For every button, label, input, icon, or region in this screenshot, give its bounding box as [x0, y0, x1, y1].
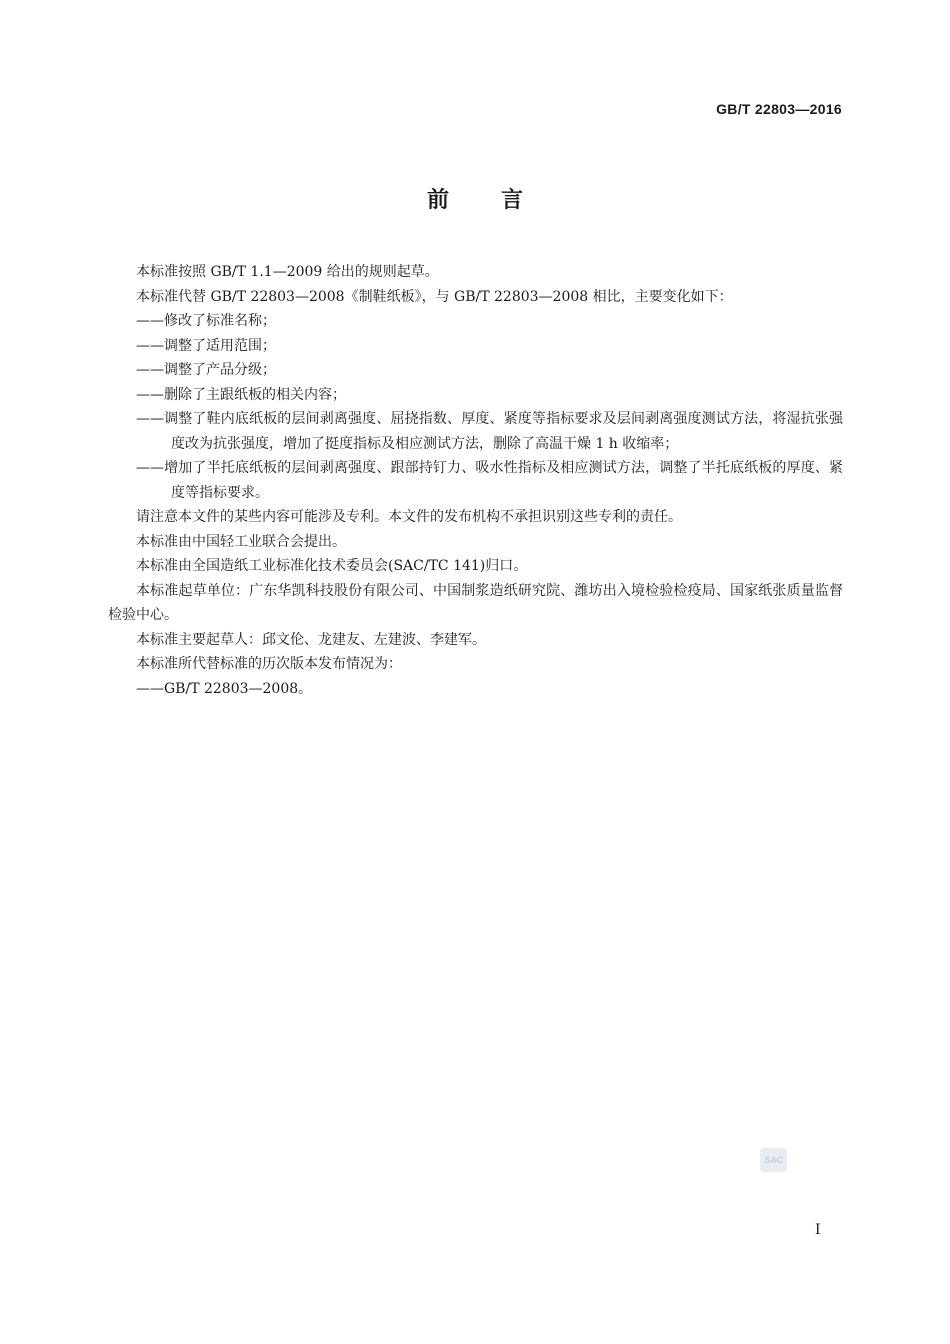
paragraph: 本标准代替 GB/T 22803—2008《制鞋纸板》，与 GB/T 22803—2008 相比，主要变化如下：	[136, 288, 733, 305]
paragraph: 本标准按照 GB/T 1.1—2009 给出的规则起草。	[136, 264, 439, 280]
change-item: ——调整了鞋内底纸板的层间剥离强度、屈挠指数、厚度、紧度等指标要求及层间剥离强度测试方法，将湿抗张强度改为抗张强度，增加了挺度指标及相应测试方法，删除了高温干燥 1 h 收缩率；	[136, 411, 843, 452]
change-item: ——调整了产品分级；	[136, 362, 276, 378]
paragraph: 请注意本文件的某些内容可能涉及专利。本文件的发布机构不承担识别这些专利的责任。	[136, 509, 682, 525]
standard-number: GB/T 22803—2016	[716, 101, 842, 117]
history-item: ——GB/T 22803—2008。	[136, 680, 313, 697]
paragraph: 本标准由全国造纸工业标准化技术委员会(SAC/TC 141)归口。	[136, 558, 528, 574]
change-item: ——修改了标准名称；	[136, 313, 276, 329]
paragraph: 本标准由中国轻工业联合会提出。	[136, 533, 346, 550]
change-item: ——删除了主跟纸板的相关内容；	[136, 386, 346, 403]
paragraph: 本标准主要起草人：邱文伦、龙建友、左建波、李建军。	[136, 631, 486, 648]
change-item: ——调整了适用范围；	[136, 337, 276, 354]
page-title: 前言	[426, 188, 575, 213]
page-number: I	[815, 1222, 821, 1238]
foreword-body	[108, 260, 843, 701]
sac-logo: SAC	[760, 1148, 787, 1172]
change-item: ——增加了半托底纸板的层间剥离强度、跟部持钉力、吸水性指标及相应测试方法，调整了半托底纸板的厚度、紧度等指标要求。	[136, 460, 843, 501]
paragraph: 本标准所代替标准的历次版本发布情况为：	[136, 656, 402, 672]
paragraph: 本标准起草单位：广东华凯科技股份有限公司、中国制浆造纸研究院、潍坊出入境检验检疫局、国家纸张质量监督检验中心。	[108, 582, 843, 623]
